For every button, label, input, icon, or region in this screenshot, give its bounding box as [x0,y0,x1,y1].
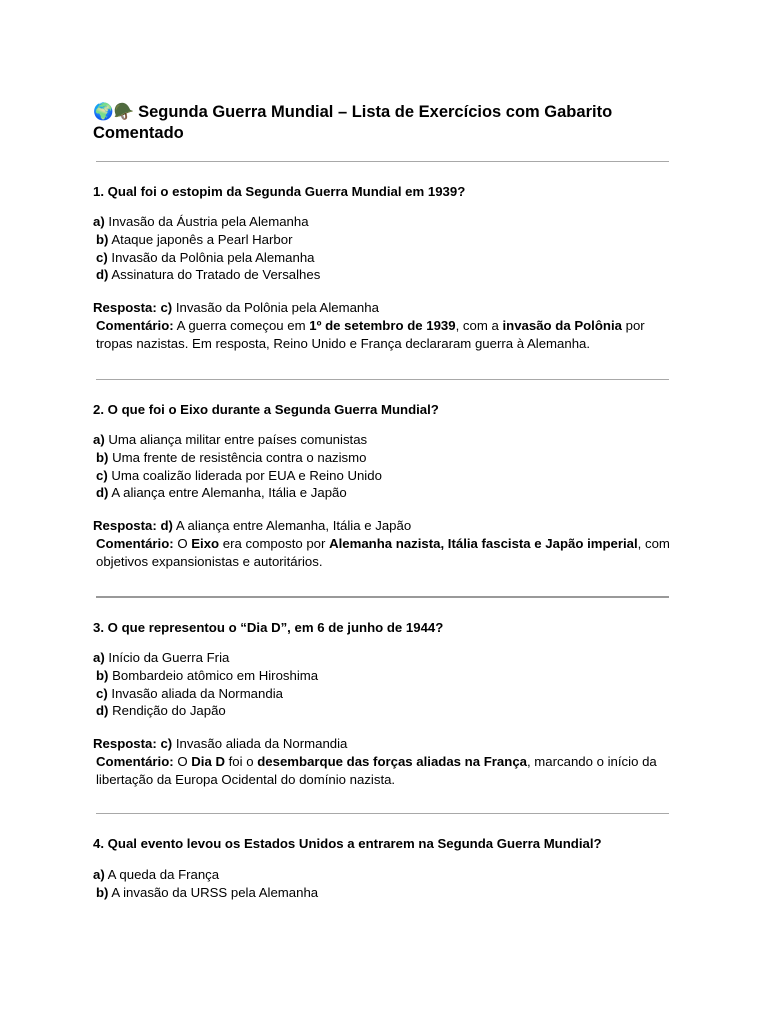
option-b [93,667,683,685]
option-text: A aliança entre Alemanha, Itália e Japão [111,485,347,501]
option-text: Uma coalizão liderada por EUA e Reino Unido [111,467,382,483]
answer-line [93,299,683,317]
option-letter: c) [96,685,108,701]
question-3-answer [93,735,683,788]
comment-text [96,536,670,569]
option-letter: c) [96,467,108,483]
option-letter: d) [96,485,109,501]
option-d [93,702,683,720]
option-letter: a) [93,650,105,665]
option-text: Invasão da Áustria pela Alemanha [108,214,309,229]
section-divider [96,813,669,814]
section-divider [96,161,669,162]
option-text: Invasão aliada da Normandia [111,685,283,701]
document-page [93,101,683,900]
option-d [93,484,683,502]
document-title-text: Segunda Guerra Mundial – Lista de Exercícios com Gabarito Comentado [93,103,613,142]
option-b [93,231,683,249]
option-text: Início da Guerra Fria [108,650,230,665]
comment-emphasis: Dia D [191,753,225,769]
section-divider [96,379,669,380]
option-a [93,649,683,667]
answer-label: Resposta: [93,518,157,533]
question-1-title: 1. Qual foi o estopim da Segunda Guerra Mundial em 1939? [93,184,466,199]
question-2-options [93,431,683,502]
option-text: Ataque japonês a Pearl Harbor [111,231,293,247]
comment-emphasis: 1º de setembro de 1939 [309,317,456,333]
comment-emphasis: Alemanha nazista, Itália fascista e Japão imperial [329,535,638,551]
section-divider [96,596,669,598]
comment-label: Comentário: [96,317,174,333]
option-text: A invasão da URSS pela Alemanha [111,884,319,900]
comment-run: A guerra começou em [176,317,310,333]
question-1-answer [93,299,683,352]
comment-run: , marcando o início da libertação da Europa Ocidental do domínio nazista. [96,753,657,787]
question-1-options [93,213,683,284]
question-4-options [93,866,683,902]
option-text: Uma frente de resistência contra o nazismo [112,449,367,465]
option-letter: b) [96,667,109,683]
answer-letter: c) [160,300,173,315]
comment-run: O [177,753,192,769]
comment-run: , com objetivos expansionistas e autoritários. [96,535,670,569]
option-a [93,213,683,231]
option-letter: b) [96,231,109,247]
answer-text: Invasão da Polônia pela Alemanha [175,300,379,315]
question-3-options [93,649,683,720]
option-letter: d) [96,703,109,719]
option-letter: c) [96,249,108,265]
answer-letter: d) [160,518,173,533]
question-3-title: 3. O que representou o “Dia D”, em 6 de junho de 1944? [93,620,444,635]
comment-run: foi o [224,753,258,769]
option-c [93,467,683,485]
comment-emphasis: desembarque das forças aliadas na França [257,753,527,769]
globe-helmet-emoji-icon: 🌍🪖 [93,102,135,121]
question-2-answer [93,517,683,570]
answer-letter: c) [160,736,173,751]
option-text: Invasão da Polônia pela Alemanha [111,249,315,265]
option-text: A queda da França [107,867,220,882]
comment-run: O [177,535,192,551]
option-d [93,266,683,284]
answer-label: Resposta: [93,300,157,315]
answer-text: Invasão aliada da Normandia [175,736,348,751]
answer-text: A aliança entre Alemanha, Itália e Japão [175,518,412,533]
answer-line [93,735,683,753]
option-c [93,249,683,267]
comment-text [96,754,657,787]
answer-label: Resposta: [93,736,157,751]
option-letter: a) [93,432,105,447]
question-2-title: 2. O que foi o Eixo durante a Segunda Guerra Mundial? [93,402,439,417]
option-c [93,685,683,703]
option-letter: a) [93,214,105,229]
comment-label: Comentário: [96,535,174,551]
answer-line [93,517,683,535]
option-text: Assinatura do Tratado de Versalhes [111,267,321,283]
option-letter: d) [96,267,109,283]
option-text: Rendição do Japão [112,703,226,719]
comment-emphasis: invasão da Polônia [502,317,622,333]
comment-run: era composto por [219,535,330,551]
comment-text [96,318,645,351]
comment-emphasis: Eixo [191,535,220,551]
question-4-title: 4. Qual evento levou os Estados Unidos a entrarem na Segunda Guerra Mundial? [93,836,602,851]
option-letter: a) [93,867,105,882]
option-letter: b) [96,884,109,900]
comment-line [93,753,683,789]
option-text: Bombardeio atômico em Hiroshima [112,667,319,683]
option-letter: b) [96,449,109,465]
option-b [93,884,683,902]
document-title [93,101,683,144]
option-a [93,431,683,449]
comment-label: Comentário: [96,753,174,769]
option-a [93,866,683,884]
comment-line [93,535,683,571]
comment-run: , com a [455,317,503,333]
comment-line [93,317,683,353]
option-b [93,449,683,467]
option-text: Uma aliança militar entre países comunistas [108,432,368,447]
comment-run: por tropas nazistas. Em resposta, Reino Unido e França declararam guerra à Alemanha. [96,317,645,351]
